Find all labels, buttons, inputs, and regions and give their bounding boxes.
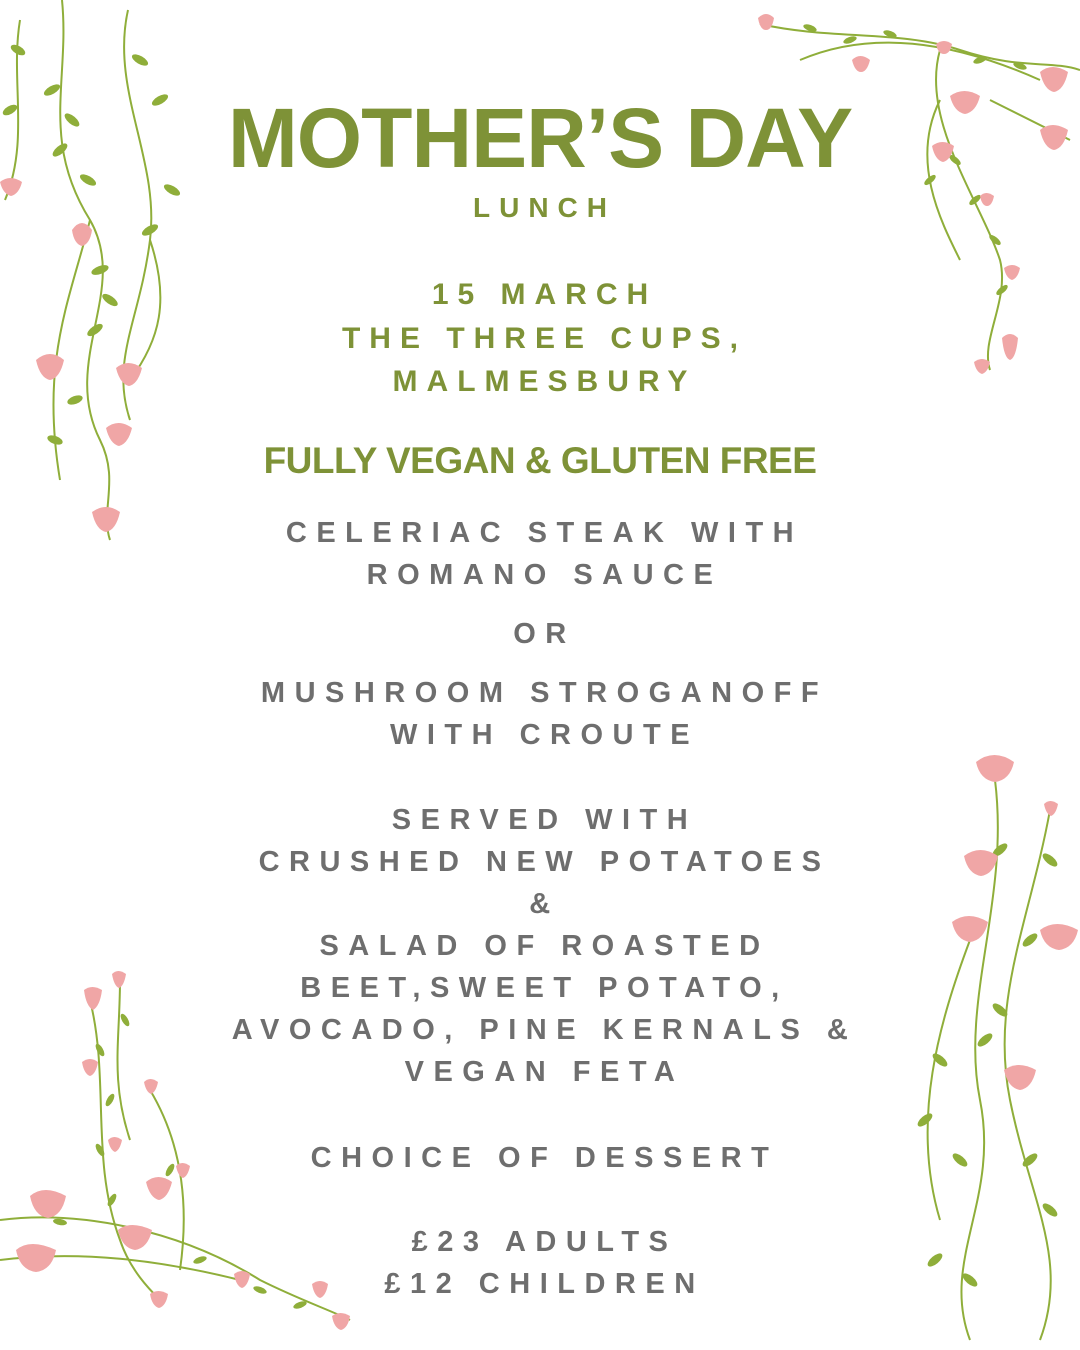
dessert-line: CHOICE OF DESSERT	[310, 1142, 779, 1174]
price-children: £12 CHILDREN	[384, 1268, 705, 1300]
served-line1: SERVED WITH	[391, 804, 698, 836]
served-line6: AVOCADO, PINE KERNALS &	[231, 1014, 858, 1046]
menu-or: OR	[513, 618, 576, 650]
menu-option2-line1: MUSHROOM STROGANOFF	[260, 677, 829, 709]
served-line3: &	[529, 888, 560, 920]
served-line5: BEET,SWEET POTATO,	[300, 972, 789, 1004]
dietary-note: FULLY VEGAN & GLUTEN FREE	[263, 440, 817, 481]
poster-subtitle: LUNCH	[473, 192, 616, 223]
menu-option1-line2: ROMANO SAUCE	[366, 559, 723, 591]
poster-title: MOTHER’S DAY	[227, 91, 853, 185]
served-line4: SALAD OF ROASTED	[319, 930, 770, 962]
event-venue-line1: THE THREE CUPS,	[341, 322, 748, 355]
served-line7: VEGAN FETA	[404, 1056, 685, 1088]
event-venue-line2: MALMESBURY	[392, 365, 697, 398]
event-date: 15 MARCH	[431, 278, 658, 311]
served-line2: CRUSHED NEW POTATOES	[258, 846, 831, 878]
menu-option1-line1: CELERIAC STEAK WITH	[285, 517, 804, 549]
menu-option2-line2: WITH CROUTE	[389, 719, 700, 751]
price-adults: £23 ADULTS	[411, 1226, 678, 1258]
